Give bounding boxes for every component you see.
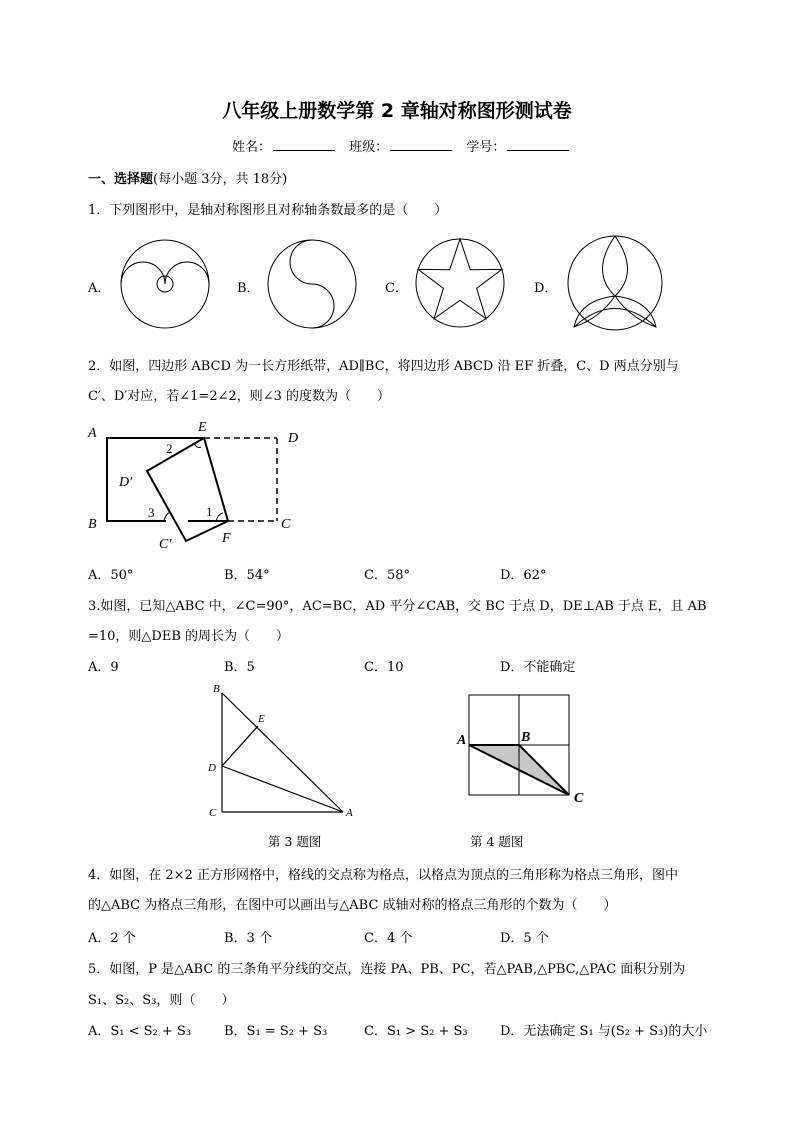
- q3-label-a: A: [346, 807, 353, 819]
- q2-option-d[interactable]: D．62°: [500, 568, 547, 583]
- q3-label-c: C: [209, 807, 217, 819]
- q4-option-d[interactable]: D．5 个: [500, 931, 549, 946]
- q3-label-e: E: [258, 713, 265, 725]
- q2-angle-2: 2: [166, 441, 173, 456]
- q2-option-a[interactable]: A．50°: [88, 568, 134, 583]
- q4-figure-caption: 第 4 题图: [470, 834, 524, 849]
- q5-option-c[interactable]: C．S₁ > S₂ + S₃: [364, 1024, 468, 1039]
- name-label: 姓名：: [232, 140, 272, 155]
- class-label: 班级：: [349, 140, 389, 155]
- q4-option-c[interactable]: C．4 个: [364, 931, 413, 946]
- q3-figure-caption: 第 3 题图: [268, 834, 322, 849]
- q1-option-d[interactable]: D．: [534, 281, 558, 296]
- q3-label-b: B: [213, 683, 220, 695]
- q2-label-d-prime: D′: [119, 475, 133, 490]
- q2-option-b[interactable]: B．54°: [224, 568, 270, 583]
- q1-option-b[interactable]: B．: [237, 281, 260, 296]
- q4-line2: 的△ABC 为格点三角形，在图中可以画出与△ABC 成轴对称的格点三角形的个数为（ ）: [88, 898, 617, 913]
- q2-label-e: E: [198, 420, 207, 435]
- q2-label-c: C: [281, 517, 291, 532]
- q5-option-a[interactable]: A．S₁ < S₂ + S₃: [88, 1024, 192, 1039]
- q2-label-d: D: [288, 431, 299, 446]
- section-title: 一、选择题: [88, 172, 154, 187]
- page-title: 八年级上册数学第 2 章轴对称图形测试卷: [222, 100, 572, 122]
- q5-line2: S₁、S₂、S₃，则（ ）: [88, 993, 235, 1008]
- q5-option-d[interactable]: D．无法确定 S₁ 与(S₂ + S₃)的大小: [500, 1024, 708, 1039]
- q2-option-c[interactable]: C．58°: [364, 568, 410, 583]
- q2-angle-1: 1: [206, 504, 213, 519]
- q4-option-a[interactable]: A．2 个: [88, 931, 136, 946]
- q2-label-f: F: [222, 531, 231, 546]
- q2-label-a: A: [88, 426, 97, 441]
- q3-option-d[interactable]: D．不能确定: [500, 660, 576, 675]
- q2-line1: 2．如图，四边形 ABCD 为一长方形纸带，AD∥BC，将四边形 ABCD 沿 EF 折叠，C、D 两点分别与: [88, 359, 679, 374]
- q2-angle-3: 3: [148, 505, 155, 520]
- q2-line2: C′、D′对应，若∠1=2∠2，则∠3 的度数为（ ）: [88, 389, 391, 404]
- q4-line1: 4．如图，在 2×2 正方形网格中，格线的交点称为格点，以格点为顶点的三角形称为格点三角形，图中: [88, 868, 678, 883]
- q4-label-c: C: [574, 791, 584, 806]
- q3-line1: 3.如图，已知△ABC 中，∠C=90°，AC=BC，AD 平分∠CAB，交 BC 于点 D，DE⊥AB 于点 E，且 AB: [88, 599, 707, 614]
- id-label: 学号：: [466, 140, 506, 155]
- q2-label-b: B: [88, 517, 97, 532]
- q3-option-b[interactable]: B．5: [224, 660, 255, 675]
- q1-stem: 1．下列图形中，是轴对称图形且对称轴条数最多的是（ ）: [88, 203, 448, 218]
- q1-option-a[interactable]: A．: [88, 281, 111, 296]
- q2-label-c-prime: C′: [159, 537, 172, 552]
- q3-line2: =10，则△DEB 的周长为（ ）: [88, 629, 290, 644]
- q3-option-c[interactable]: C．10: [364, 660, 404, 675]
- q5-line1: 5．如图，P 是△ABC 的三条角平分线的交点，连接 PA、PB、PC，若△PAB,△PBC,△PAC 面积分别为: [88, 962, 686, 977]
- q3-option-a[interactable]: A．9: [88, 660, 119, 675]
- q4-option-b[interactable]: B．3 个: [224, 931, 272, 946]
- section-note: (每小题 3分，共 18分): [153, 172, 288, 187]
- q4-label-a: A: [457, 733, 467, 748]
- q3-label-d: D: [208, 762, 216, 774]
- q5-option-b[interactable]: B．S₁ = S₂ + S₃: [224, 1024, 328, 1039]
- q1-option-c[interactable]: C．: [385, 281, 408, 296]
- q4-label-b: B: [521, 730, 531, 745]
